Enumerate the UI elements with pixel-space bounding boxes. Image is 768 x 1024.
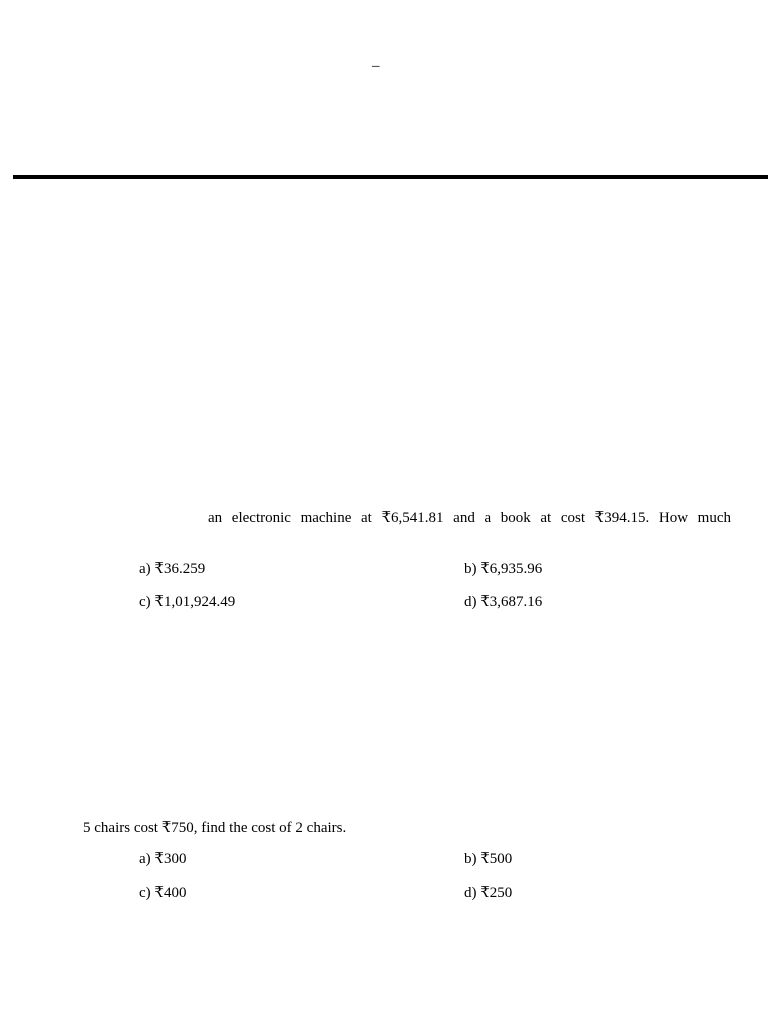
question-1-option-a: a) ₹36.259 [139, 561, 206, 577]
header-dash: – [372, 58, 380, 74]
question-1-option-c: c) ₹1,01,924.49 [139, 594, 236, 610]
question-1-text: an electronic machine at ₹6,541.81 and a book at cost ₹394.15. How much [208, 510, 731, 526]
question-2-option-b: b) ₹500 [464, 851, 513, 867]
question-2-option-a: a) ₹300 [139, 851, 187, 867]
question-2-option-d: d) ₹250 [464, 885, 513, 901]
question-1-option-d: d) ₹3,687.16 [464, 594, 543, 610]
question-2-option-c: c) ₹400 [139, 885, 187, 901]
question-1-option-b: b) ₹6,935.96 [464, 561, 543, 577]
question-2-text: 5 chairs cost ₹750, find the cost of 2 chairs. [83, 820, 347, 836]
header-rule [13, 175, 768, 179]
